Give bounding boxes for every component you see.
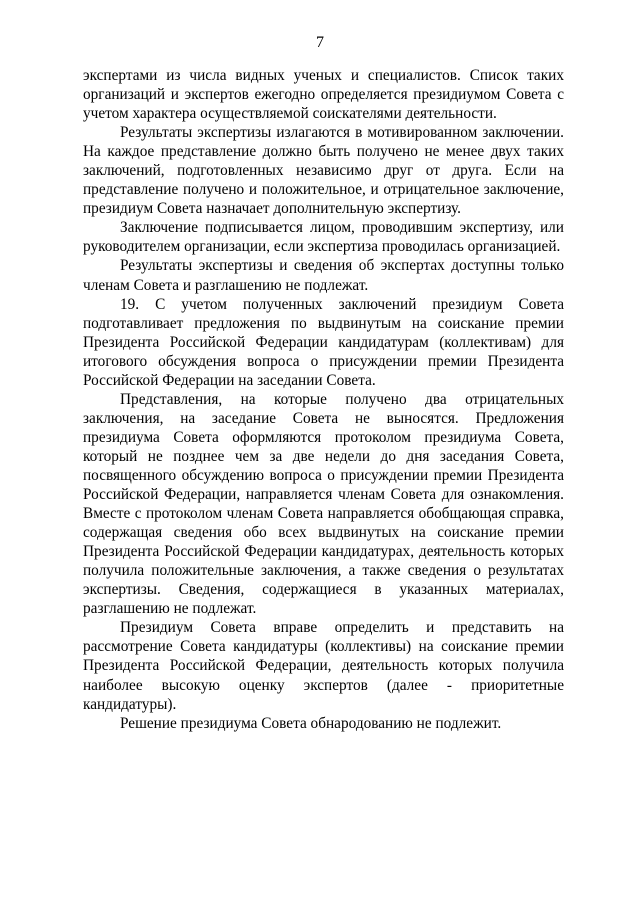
document-body [83,66,564,733]
paragraph-priority-candidates: Президиум Совета вправе определить и представить на рассмотрение Совета кандидатуры (коллективы) на соискание премии Президента Российской Федерации, деятельность которых получила наиболее высокую оценку экспертов (далее - приоритетные кандидатуры). [83,619,564,713]
paragraph-negative-conclusions: Представления, на которые получено два отрицательных заключения, на заседание Совета не выносятся. Предложения президиума Совета оформляются протоколом президиума Совета, который не позднее чем за две недели до дня заседания Совета, посвященного обсуждению вопроса о присуждении премии Президента Российской Федерации, направляется членам Совета для ознакомления. Вместе с протоколом членам Совета направляется обобщающая справка, содержащая сведения обо всех выдвинутых на соискание премии Президента Российской Федерации кандидатурах, деятельность которых получила положительные заключения, а также сведения о результатах экспертизы. Сведения, содержащиеся в указанных материалах, разглашению не подлежат. [83,390,564,618]
paragraph-confidentiality: Результаты экспертизы и сведения об экспертах доступны только членам Совета и разглашению не подлежат. [83,257,564,294]
paragraph-decision-not-public: Решение президиума Совета обнародованию не подлежит. [120,714,502,732]
paragraph-experts-list: экспертами из числа видных ученых и специалистов. Список таких организаций и экспертов ежегодно определяется президиумом Совета с учетом характера осуществляемой соискателями деятельности. [83,67,564,123]
paragraph-clause-19: 19. С учетом полученных заключений президиум Совета подготавливает предложения по выдвинутым на соискание премии Президента Российской Федерации кандидатурам (коллективам) для итогового обсуждения вопроса о присуждении премии Президента Российской Федерации на заседании Совета. [83,295,564,389]
page-number: 7 [316,34,324,51]
paragraph-conclusion-signature: Заключение подписывается лицом, проводившим экспертизу, или руководителем организации, если экспертиза проводилась организацией. [83,219,564,256]
paragraph-expertise-results: Результаты экспертизы излагаются в мотивированном заключении. На каждое представление должно быть получено не менее двух таких заключений, подготовленных независимо друг от друга. Если на представление получено и положительное, и отрицательное заключение, президиум Совета назначает дополнительную экспертизу. [83,124,564,218]
